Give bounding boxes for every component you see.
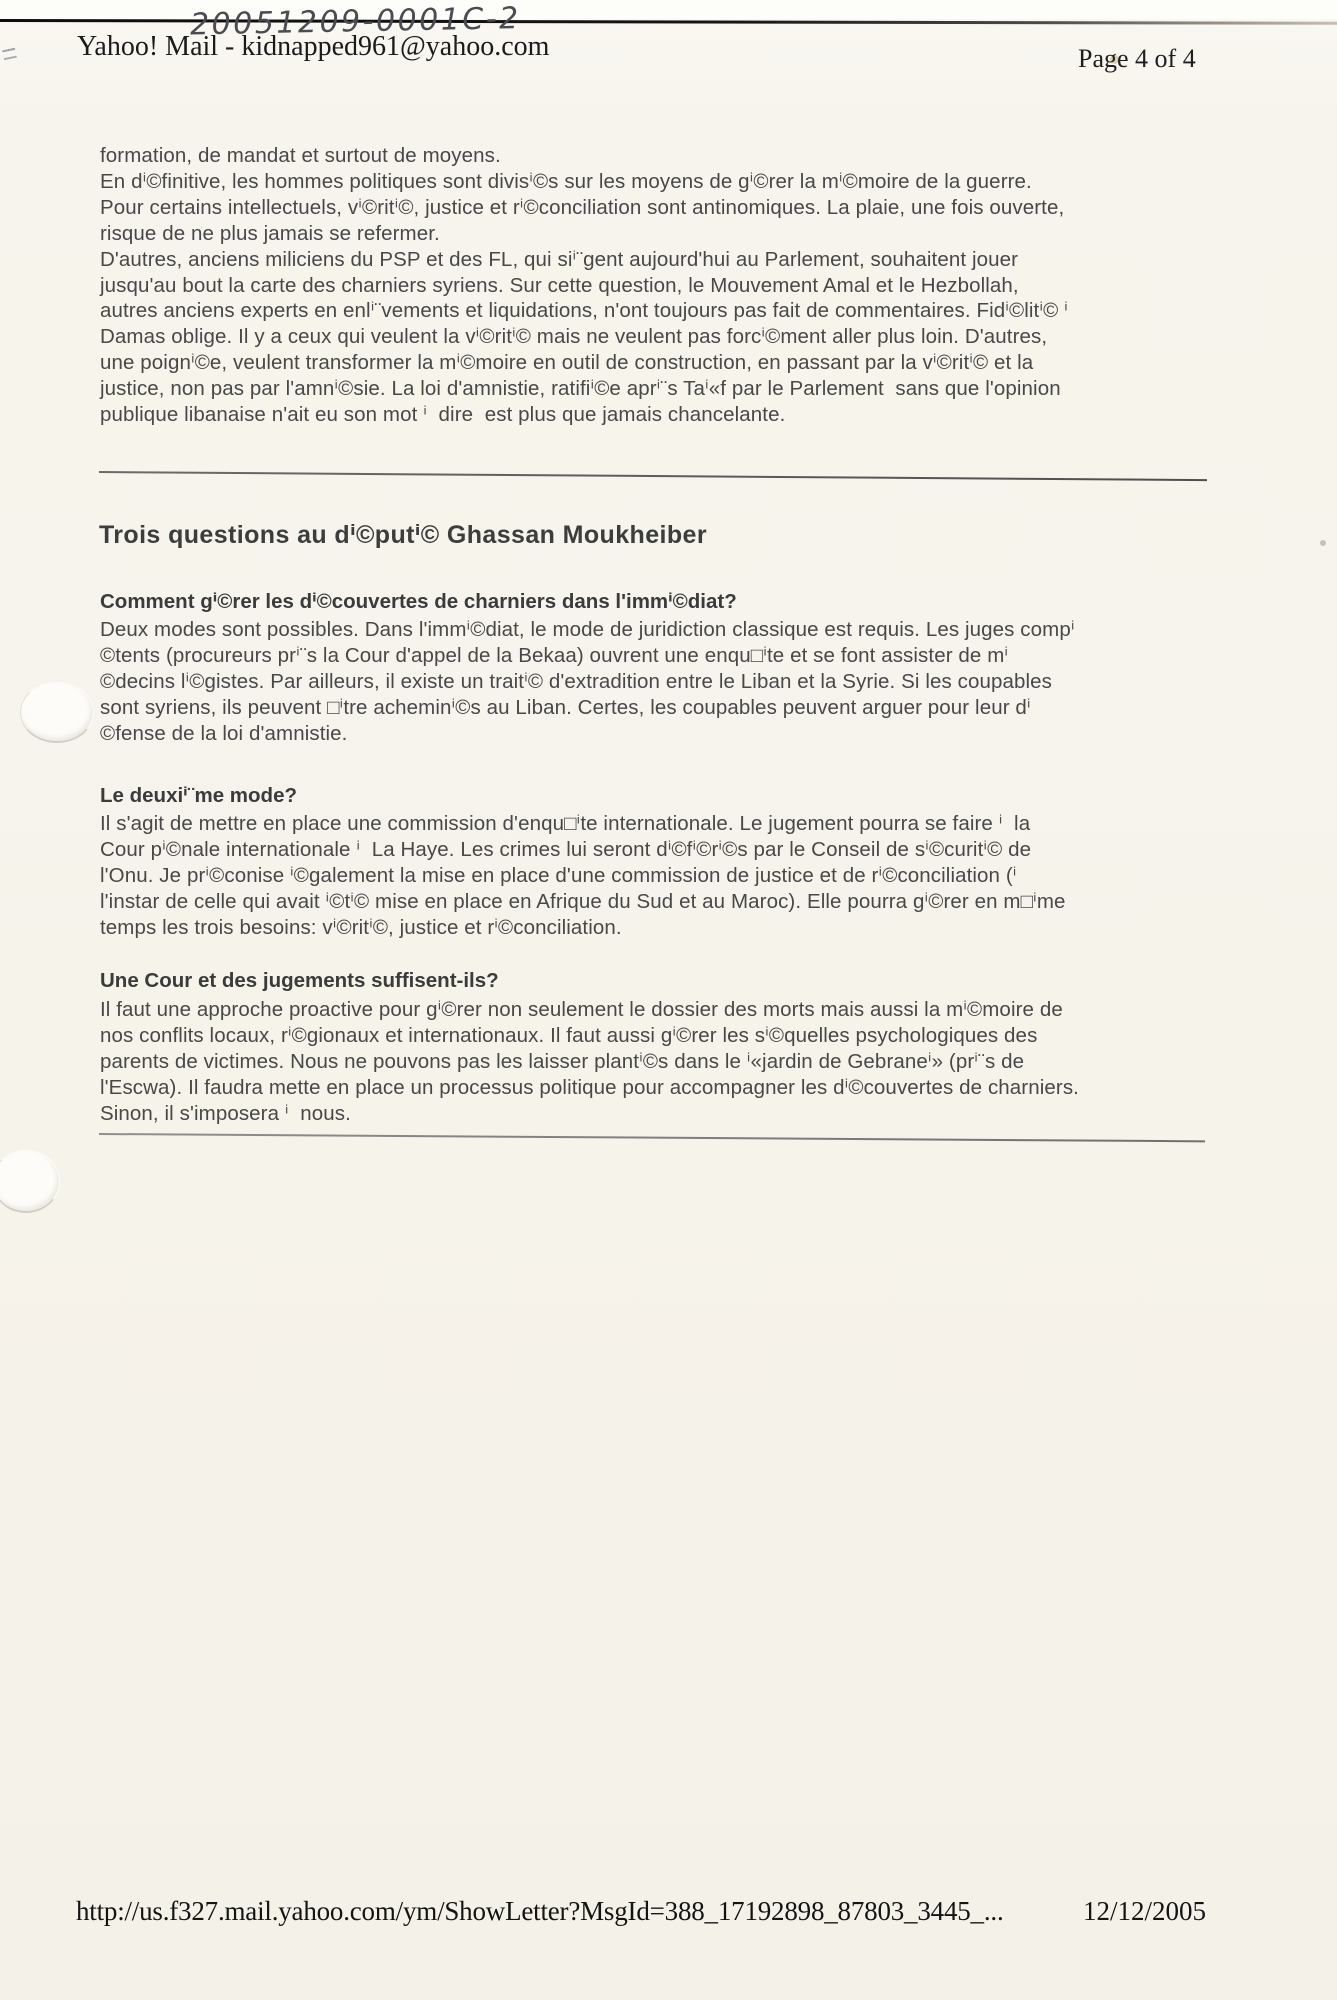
horizontal-separator-top [99,471,1207,481]
punch-hole [20,682,94,743]
question-1-heading: Comment gⁱ©rer les dⁱ©couvertes de charniers dans l'immⁱ©diat? [100,590,737,613]
horizontal-separator-bottom [99,1133,1205,1142]
article-intro-paragraphs: formation, de mandat et surtout de moyens. En dⁱ©finitive, les hommes politiques sont divisⁱ©s sur les moyens de gⁱ©rer la mⁱ©moire de la guerre. Pour certains intellectuels, vⁱ©ritⁱ©, justice et rⁱ©conciliation sont antinomiques. La plaie, une fois ouverte, risque de ne plus jamais se refermer. D'autres, anciens miliciens du PSP et des FL, qui siⁱ¨gent aujourd'hui au Parlement, souhaitent jouer jusqu'au bout la carte des charniers syriens. Sur cette question, le Mouvement Amal et le Hezbollah, autres anciens experts en enlⁱ¨vements et liquidations, n'ont toujours pas fait de commentaires. Fidⁱ©litⁱ© ⁱ Damas oblige. Il y a ceux qui veulent la vⁱ©ritⁱ© mais ne veulent pas forcⁱ©ment aller plus loin. D'autres, une poignⁱ©e, veulent transformer la mⁱ©moire en outil de construction, en passant par la vⁱ©ritⁱ© et la justice, non pas par l'amnⁱ©sie. La loi d'amnistie, ratifiⁱ©e aprⁱ¨s Taⁱ«f par le Parlement sans que l'opinion publique libanaise n'ait eu son mot ⁱ dire est plus que jamais chancelante. [100,144,1068,427]
answer-2-paragraph: Il s'agit de mettre en place une commission d'enqu□ⁱte internationale. Le jugement pourra se faire ⁱ la Cour pⁱ©nale internationale ⁱ La Haye. Les crimes lui seront dⁱ©fⁱ©rⁱ©s par le Conseil de sⁱ©curitⁱ© de l'Onu. Je prⁱ©conise ⁱ©galement la mise en place d'une commission de justice et de rⁱ©conciliation (ⁱ l'instar de celle qui avait ⁱ©tⁱ© mise en place en Afrique du Sud et au Maroc). Elle pourra gⁱ©rer en m□ⁱme temps les trois besoins: vⁱ©ritⁱ©, justice et rⁱ©conciliation. [100,812,1066,939]
print-header-page-number: Page 4 of 4 [1078,44,1196,73]
handwritten-document-number: 20051209-0001C-2 [189,1,522,43]
margin-pen-mark [2,48,17,60]
print-footer-date: 12/12/2005 [1083,1896,1207,1926]
punch-hole [0,1150,60,1213]
question-3-heading: Une Cour et des jugements suffisent-ils? [100,969,499,992]
paper-speck [1320,540,1326,546]
question-2-heading: Le deuxiⁱ¨me mode? [100,784,298,807]
answer-1-paragraph: Deux modes sont possibles. Dans l'immⁱ©diat, le mode de juridiction classique est requis. Les juges compⁱ ©tents (procureurs prⁱ¨s la Cour d'appel de la Bekaa) ouvrent une enqu□ⁱte et se font assister de mⁱ ©decins lⁱ©gistes. Par ailleurs, il existe un traitⁱ© d'extradition entre le Liban et la Syrie. Si les coupables sont syriens, ils peuvent □ⁱtre acheminⁱ©s au Liban. Certes, les coupables peuvent arguer pour leur dⁱ ©fense de la loi d'amnistie. [100,618,1075,745]
print-header-mail-title: Yahoo! Mail - kidnapped961@yahoo.com [77,31,550,62]
section-title: Trois questions au dⁱ©putⁱ© Ghassan Moukheiber [99,521,707,549]
print-footer-url: http://us.f327.mail.yahoo.com/ym/ShowLetter?MsgId=388_17192898_87803_3445_... [76,1896,1004,1926]
answer-3-paragraph: Il faut une approche proactive pour gⁱ©rer non seulement le dossier des morts mais aussi la mⁱ©moire de nos conflits locaux, rⁱ©gionaux et internationaux. Il faut aussi gⁱ©rer les sⁱ©quelles psychologiques des parents de victimes. Nous ne pouvons pas les laisser plantⁱ©s dans le ⁱ«jardin de Gebraneⁱ» (prⁱ¨s de l'Escwa). Il faudra mette en place un processus politique pour accompagner les dⁱ©couvertes de charniers. Sinon, il s'imposera ⁱ nous. [100,998,1079,1125]
